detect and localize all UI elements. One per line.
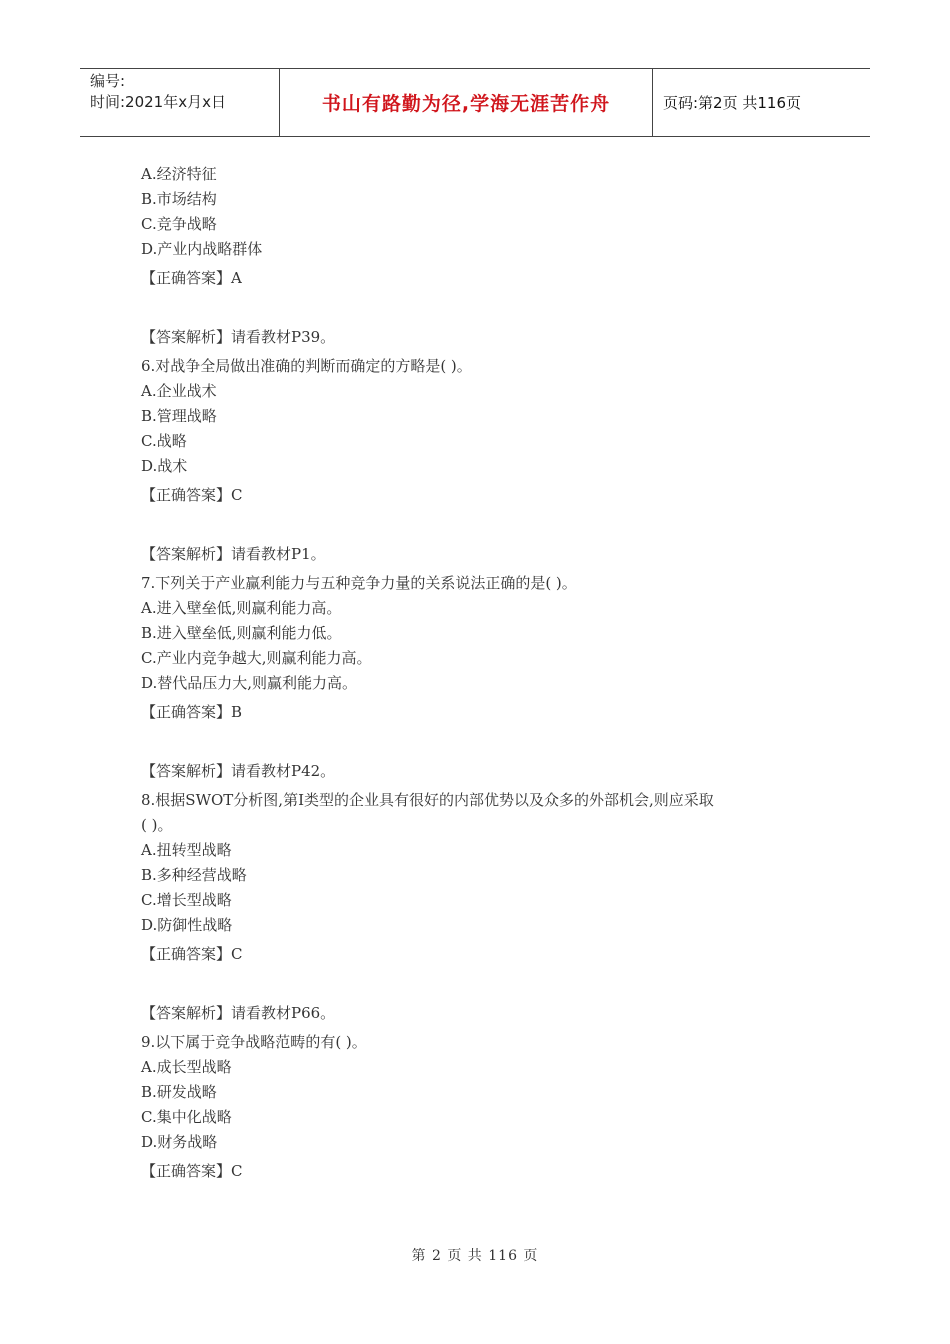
document-body [141, 162, 841, 1186]
q9-correct-answer: 【正确答案】C [141, 1162, 243, 1180]
q6-option-b: B.管理战略 [141, 407, 217, 425]
header-number-label: 编号: [90, 72, 126, 90]
q6-option-c: C.战略 [141, 432, 187, 450]
q8-correct-answer: 【正确答案】C [141, 945, 243, 963]
header-motto: 书山有路勤为径,学海无涯苦作舟 [280, 69, 653, 136]
header-time-label: 时间:2021年x月x日 [90, 93, 226, 111]
q8-question-line2: ( )。 [141, 816, 173, 834]
question-7 [141, 571, 841, 786]
q9-option-a: A.成长型战略 [141, 1058, 232, 1076]
q6-option-d: D.战术 [141, 457, 188, 475]
q6-explanation: 【答案解析】请看教材P1。 [141, 545, 326, 563]
q9-question: 9.以下属于竞争战略范畴的有( )。 [141, 1033, 367, 1051]
q7-correct-answer: 【正确答案】B [141, 703, 243, 721]
q6-question: 6.对战争全局做出准确的判断而确定的方略是( )。 [141, 357, 472, 375]
page-footer: 第 2 页 共 116 页 [411, 1248, 539, 1264]
q8-option-b: B.多种经营战略 [141, 866, 247, 884]
q7-explanation: 【答案解析】请看教材P42。 [141, 762, 336, 780]
q5-option-b: B.市场结构 [141, 190, 217, 208]
question-8 [141, 788, 841, 1028]
q7-option-b: B.进入壁垒低,则赢利能力低。 [141, 624, 342, 642]
question-9 [141, 1030, 841, 1186]
q9-option-b: B.研发战略 [141, 1083, 217, 1101]
q8-option-d: D.防御性战略 [141, 916, 233, 934]
q5-option-a: A.经济特征 [141, 165, 217, 183]
q5-explanation: 【答案解析】请看教材P39。 [141, 328, 336, 346]
q9-option-d: D.财务战略 [141, 1133, 218, 1151]
q5-correct-answer: 【正确答案】A [141, 269, 242, 287]
question-6 [141, 354, 841, 569]
q7-option-c: C.产业内竞争越大,则赢利能力高。 [141, 649, 372, 667]
question-5-tail [141, 162, 841, 352]
q7-question: 7.下列关于产业赢利能力与五种竞争力量的关系说法正确的是( )。 [141, 574, 577, 592]
q6-correct-answer: 【正确答案】C [141, 486, 243, 504]
q8-question-line1: 8.根据SWOT分析图,第Ⅰ类型的企业具有很好的内部优势以及众多的外部机会,则应采取 [141, 791, 714, 809]
q7-option-a: A.进入壁垒低,则赢利能力高。 [141, 599, 342, 617]
q8-option-c: C.增长型战略 [141, 891, 232, 909]
page-header [80, 68, 870, 137]
q5-option-d: D.产业内战略群体 [141, 240, 263, 258]
q9-option-c: C.集中化战略 [141, 1108, 232, 1126]
q6-option-a: A.企业战术 [141, 382, 217, 400]
q7-option-d: D.替代品压力大,则赢利能力高。 [141, 674, 358, 692]
header-page-info: 页码:第2页 共116页 [663, 94, 801, 112]
q8-option-a: A.扭转型战略 [141, 841, 232, 859]
header-meta [80, 69, 280, 136]
q8-explanation: 【答案解析】请看教材P66。 [141, 1004, 336, 1022]
q5-option-c: C.竞争战略 [141, 215, 217, 233]
